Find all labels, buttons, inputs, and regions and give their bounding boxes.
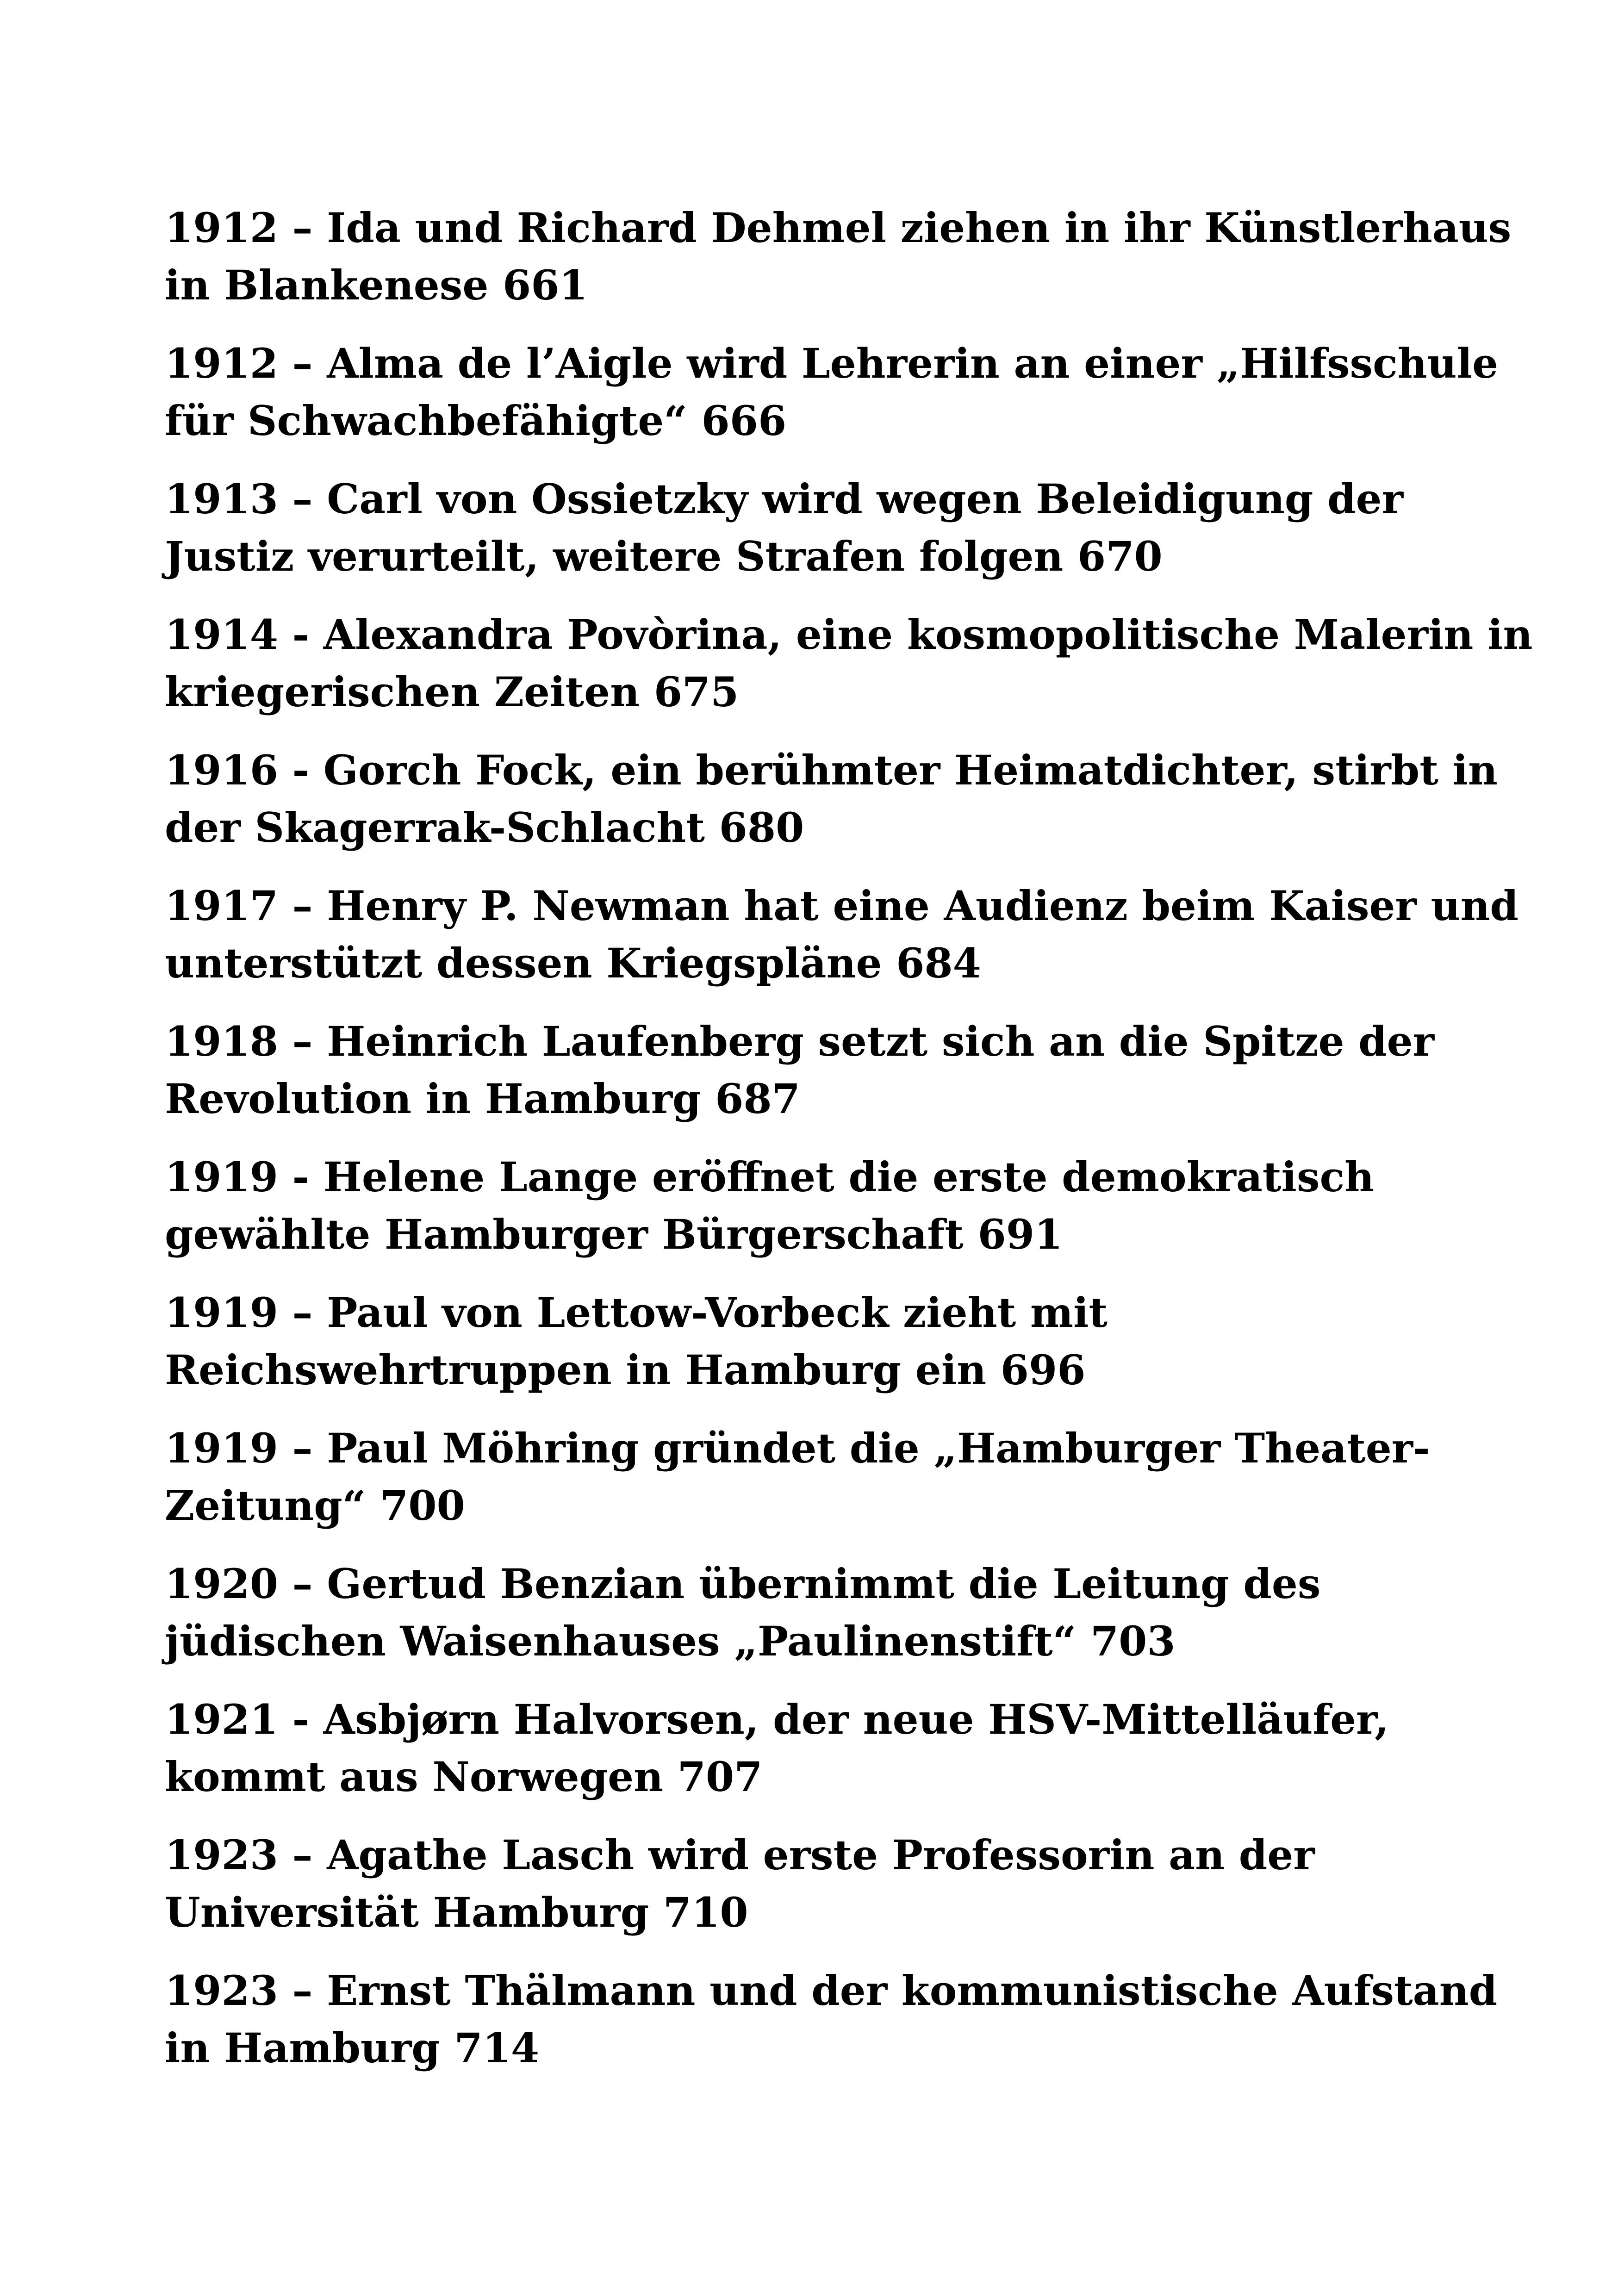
toc-entry-line: in Blankenese 661 [165,261,588,309]
toc-entry-line: 1921 - Asbjørn Halvorsen, der neue HSV-Mittelläufer, [165,1695,1389,1743]
toc-entry [165,470,1461,585]
toc-entry-line: 1912 – Ida und Richard Dehmel ziehen in ihr Künstlerhaus [165,204,1512,252]
toc-entry-line: kommt aus Norwegen 707 [165,1753,763,1801]
toc-entry-line: 1912 – Alma de l’Aigle wird Lehrerin an einer „Hilfsschule [165,339,1499,387]
toc-entry-line: jüdischen Waisenhauses „Paulinenstift“ 703 [165,1617,1176,1665]
toc-entry-line: Universität Hamburg 710 [165,1888,748,1936]
toc-entry-line: 1914 - Alexandra Povòrina, eine kosmopolitische Malerin in [165,610,1533,659]
toc-entry-line: 1923 – Ernst Thälmann und der kommunistische Aufstand [165,1966,1498,2015]
toc-entry-line: in Hamburg 714 [165,2024,540,2072]
toc-entry-line: 1917 – Henry P. Newman hat eine Audienz beim Kaiser und [165,882,1519,930]
toc-entry-line: 1918 – Heinrich Laufenberg setzt sich an die Spitze der [165,1017,1434,1065]
toc-entry-line: gewählte Hamburger Bürgerschaft 691 [165,1210,1063,1258]
toc-entry-line: 1919 - Helene Lange eröffnet die erste demokratisch [165,1153,1375,1201]
toc-entry [165,1691,1461,1805]
toc-entry [165,1284,1461,1399]
toc-entry [165,1826,1461,1941]
toc-entry [165,1419,1461,1534]
toc-entry [165,199,1512,314]
toc-entry-line: Revolution in Hamburg 687 [165,1075,800,1123]
toc-entry-line: unterstützt dessen Kriegspläne 684 [165,939,981,987]
toc-entry-line: 1919 – Paul von Lettow-Vorbeck zieht mit [165,1288,1108,1337]
toc-entry [165,877,1519,992]
toc-entry-line: Reichswehrtruppen in Hamburg ein 696 [165,1346,1086,1394]
toc-entry [165,1148,1461,1263]
toc-entry-line: 1916 - Gorch Fock, ein berühmter Heimatdichter, stirbt in [165,746,1498,794]
toc-entry-line: 1913 – Carl von Ossietzky wird wegen Beleidigung der [165,475,1403,523]
toc-entry [165,1962,1498,2077]
toc-entry [165,335,1499,449]
toc-entry-line: kriegerischen Zeiten 675 [165,668,739,716]
toc-entry-line: Justiz verurteilt, weitere Strafen folgen 670 [165,532,1163,580]
toc-entry-line: 1923 – Agathe Lasch wird erste Professorin an der [165,1831,1315,1879]
toc-entry-line: für Schwachbefähigte“ 666 [165,397,787,445]
toc-entry-line: der Skagerrak-Schlacht 680 [165,803,804,852]
table-of-contents [165,199,1533,2097]
toc-entry [165,1013,1461,1127]
toc-entry [165,606,1533,721]
toc-entry-line: Zeitung“ 700 [165,1481,465,1530]
toc-entry-line: 1919 – Paul Möhring gründet die „Hamburger Theater- [165,1424,1430,1472]
toc-entry [165,741,1498,856]
toc-entry [165,1555,1461,1670]
toc-entry-line: 1920 – Gertud Benzian übernimmt die Leitung des [165,1560,1321,1608]
